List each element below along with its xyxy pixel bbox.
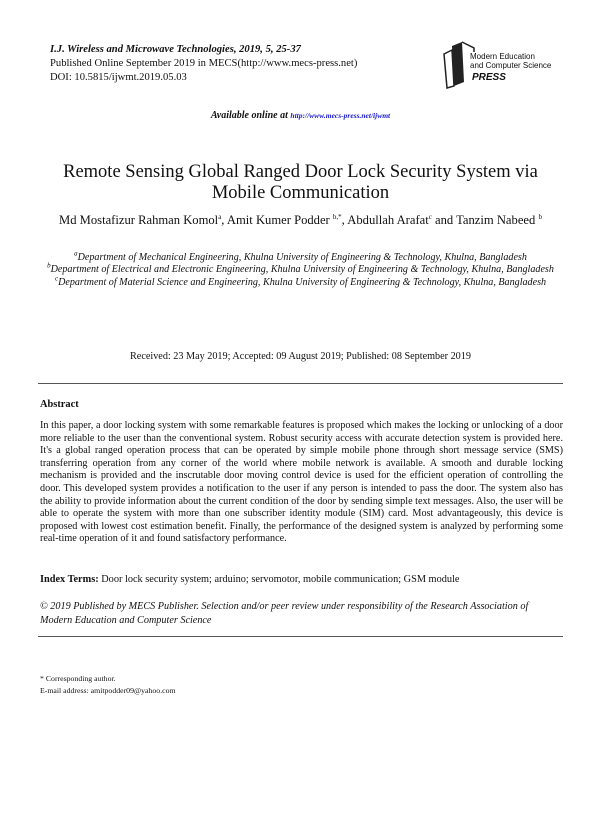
logo-line2: and Computer Science — [470, 61, 552, 70]
divider — [38, 636, 563, 637]
publication-info: Published Online September 2019 in MECS(http://www.mecs-press.net) — [50, 58, 358, 69]
paper-title: Remote Sensing Global Ranged Door Lock Security System via Mobile Communication — [63, 162, 538, 203]
affiliation: $^b$Department of Electrical and Electronic Engineering, Khulna University of Engineering & Technology, Khulna, Bangladesh — [47, 261, 554, 276]
author: Md Mostafizur Rahman Komol$^a$, — [59, 212, 227, 227]
available-label: Available online at — [210, 110, 291, 121]
index-terms — [40, 574, 459, 585]
available-online — [0, 110, 601, 121]
abstract-text: In this paper, a door locking system with some remarkable features is proposed which makes the locking or unlocking of a door more reliable to the user than the conventional system. Robust security access with accurate detection system is provided here. It's a global ranged operation process that can be operated by simple mobile phone through short message service (SMS) transferring operation from any corner of the world where mobile network is available. A smooth and durable locking mechanism is provided and the inscrutable door moving control device is used for the efficient operation of controlling the door. This developed system provides a notification to the user if any person is intended to pass the door. The system also has the ability to provide information about the current condition of the door by sending simple text messages. Also, the user will be able to operate the system with more than one subscriber identity module (SIM) card. Most advantageously, this device is proposed with lowest cost estimation benefit. Finally, the performance of the designed system is analyzed by performing some real-time operation of it and found satisfactory performance. — [40, 420, 563, 545]
dates: Received: 23 May 2019; Accepted: 09 August 2019; Published: 08 September 2019 — [130, 351, 471, 362]
author: Amit Kumer Podder $^{b,*}$, — [226, 212, 348, 227]
index-terms-label: Index Terms: — [40, 574, 99, 585]
corresponding-author: * Corresponding author. — [40, 674, 116, 683]
author: Abdullah Arafat$^c$ and — [347, 212, 457, 227]
logo-line3: PRESS — [472, 72, 506, 83]
journal-citation: I.J. Wireless and Microwave Technologies, 2019, 5, 25-37 — [50, 44, 301, 55]
journal-header — [50, 43, 357, 85]
affiliation: $^a$Department of Mechanical Engineering, Khulna University of Engineering & Technology, Khulna, Bangladesh — [74, 249, 527, 263]
divider — [38, 383, 563, 384]
journal-link[interactable]: http://www.mecs-press.net/ijwmt — [290, 111, 391, 120]
logo-line1: Modern Education — [470, 52, 535, 61]
footnote — [40, 673, 176, 697]
author: Tanzim Nabeed $^b$ — [456, 212, 542, 227]
affiliations — [40, 249, 561, 289]
copyright: © 2019 Published by MECS Publisher. Selection and/or peer review under responsibility of the Research Association of Modern Education and Computer Science — [40, 601, 529, 626]
abstract-heading: Abstract — [40, 399, 79, 410]
index-terms-text: Door lock security system; arduino; servomotor, mobile communication; GSM module — [98, 574, 460, 585]
doi: DOI: 10.5815/ijwmt.2019.05.03 — [50, 72, 187, 83]
affiliation: $^c$Department of Material Science and Engineering, Khulna University of Engineering & Technology, Khulna, Bangladesh — [54, 274, 547, 288]
email-address: E-mail address: amitpodder09@yahoo.com — [40, 686, 176, 695]
mecs-press-logo — [440, 38, 560, 90]
author-list — [40, 213, 561, 228]
